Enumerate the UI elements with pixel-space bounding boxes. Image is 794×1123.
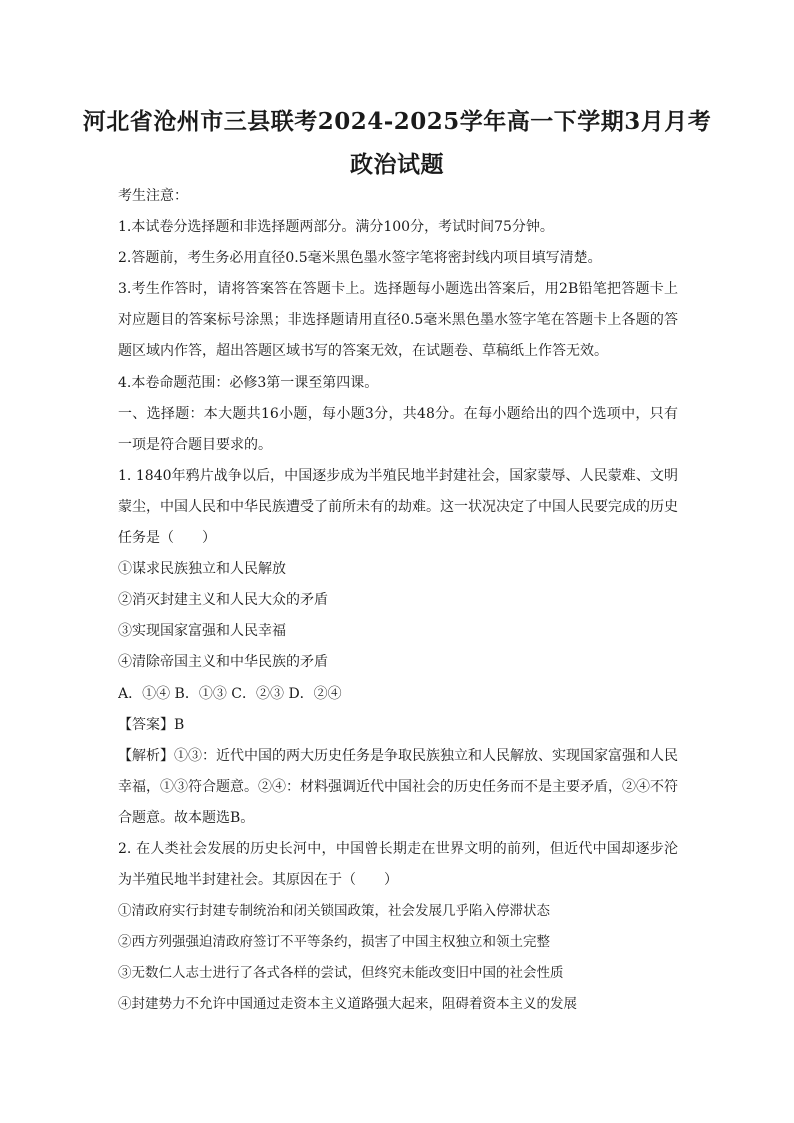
question-item: ③实现国家富强和人民幸福 (118, 623, 286, 639)
analysis: 合题意。故本题选B。 (118, 810, 255, 826)
question-item: ④清除帝国主义和中华民族的矛盾 (118, 654, 328, 670)
question-stem: 为半殖民地半封建社会。其原因在于（ ） (118, 872, 398, 888)
question-item: ④封建势力不允许中国通过走资本主义道路强大起来，阻碍着资本主义的发展 (118, 996, 577, 1012)
question-item: ②西方列强强迫清政府签订不平等条约，损害了中国主权独立和领土完整 (118, 934, 550, 950)
notice-item: 1.本试卷分选择题和非选择题两部分。满分100分，考试时间75分钟。 (118, 219, 554, 235)
answer: 【答案】B (118, 717, 185, 733)
question-stem: 任务是（ ） (118, 530, 216, 546)
document-subtitle: 政治试题 (350, 151, 444, 178)
question-options: A．①④ B．①③ C．②③ D．②④ (118, 686, 342, 702)
section-heading: 一、选择题：本大题共16小题，每小题3分，共48分。在每小题给出的四个选项中，只有 (118, 406, 678, 422)
notice-item: 4.本卷命题范围：必修3第一课至第四课。 (118, 375, 379, 391)
question-item: ②消灭封建主义和人民大众的矛盾 (118, 592, 328, 608)
notice-heading: 考生注意： (118, 188, 188, 204)
notice-item: 对应题目的答案标号涂黑；非选择题请用直径0.5毫米黑色墨水签字笔在答题卡上各题的答 (118, 312, 678, 328)
question-stem: 蒙尘，中国人民和中华民族遭受了前所未有的劫难。这一状况决定了中国人民要完成的历史 (118, 499, 678, 515)
document-title: 河北省沧州市三县联考2024-2025学年高一下学期3月月考 (82, 108, 712, 135)
analysis: 【解析】①③：近代中国的两大历史任务是争取民族独立和人民解放、实现国家富强和人民 (118, 748, 678, 764)
section-heading: 一项是符合题目要求的。 (118, 437, 272, 453)
notice-item: 题区域内作答，超出答题区域书写的答案无效，在试题卷、草稿纸上作答无效。 (118, 343, 608, 359)
analysis: 幸福，①③符合题意。②④：材料强调近代中国社会的历史任务而不是主要矛盾，②④不符 (118, 779, 678, 795)
question-stem: 2. 在人类社会发展的历史长河中，中国曾长期走在世界文明的前列，但近代中国却逐步沦 (118, 841, 678, 857)
question-stem: 1. 1840年鸦片战争以后，中国逐步成为半殖民地半封建社会，国家蒙辱、人民蒙难、文明 (118, 468, 678, 484)
question-item: ③无数仁人志士进行了各式各样的尝试，但终究未能改变旧中国的社会性质 (118, 965, 564, 981)
question-item: ①谋求民族独立和人民解放 (118, 561, 286, 577)
question-item: ①清政府实行封建专制统治和闭关锁国政策，社会发展几乎陷入停滞状态 (118, 903, 550, 919)
notice-item: 3.考生作答时，请将答案答在答题卡上。选择题每小题选出答案后，用2B铅笔把答题卡上 (118, 281, 678, 297)
notice-item: 2.答题前，考生务必用直径0.5毫米黑色墨水签字笔将密封线内项目填写清楚。 (118, 250, 602, 266)
